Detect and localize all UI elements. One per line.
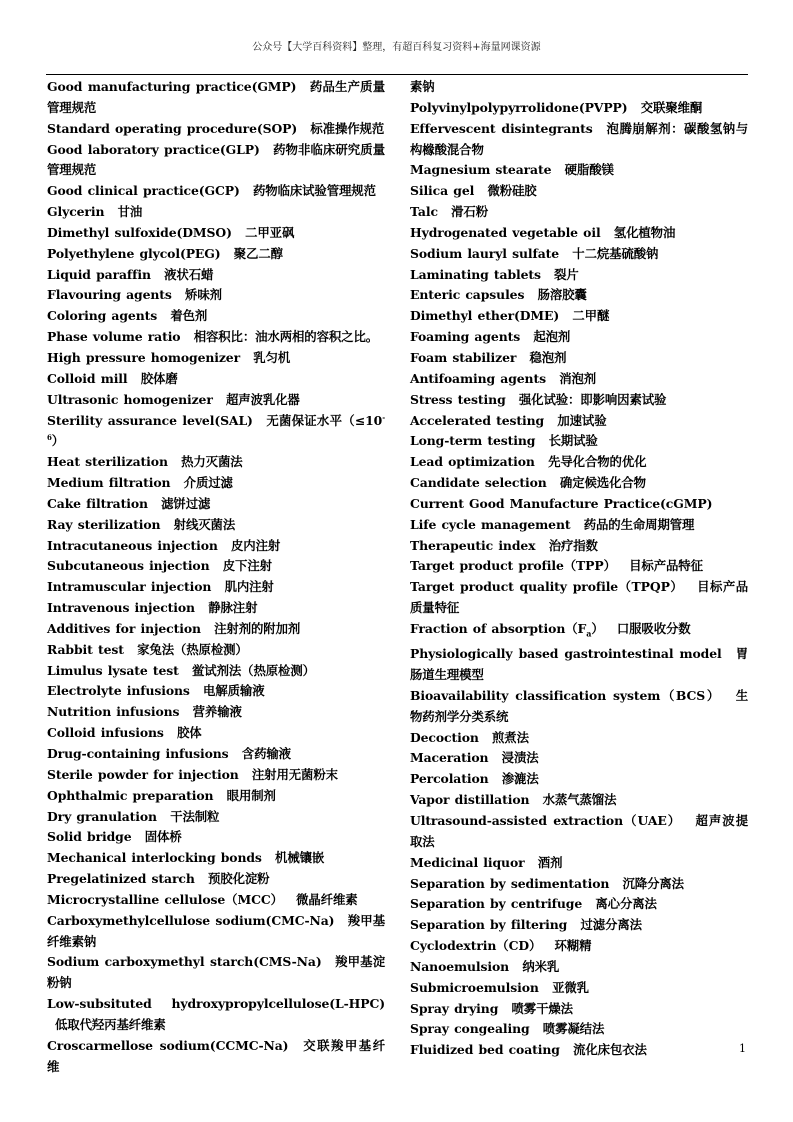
term-chinese: 甘油 [117,204,143,220]
glossary-entry [47,556,385,577]
term-chinese: 水蒸气蒸馏法 [542,792,617,808]
glossary-entry [410,265,748,286]
term-chinese: 氢化植物油 [613,224,676,240]
term-chinese: 稳泡剂 [529,349,567,365]
glossary-entry [47,577,385,598]
term-chinese: 胶体磨 [140,370,178,386]
glossary-entry [47,640,385,661]
term-english: Sterility assurance level(SAL) [47,412,253,428]
term-chinese: 交联聚维酮 [640,99,703,115]
term-chinese: 泡腾崩解剂：碳酸氢钠与构橼酸混合物 [410,120,749,157]
glossary-entry [47,661,385,682]
term-english: High pressure homogenizer [47,349,241,365]
term-english: Laminating tablets [410,266,541,282]
glossary-entry [410,915,748,936]
glossary-entry [47,285,385,306]
term-chinese: 交联羧甲基纤维 [47,1037,385,1074]
term-chinese: 浸渍法 [501,750,539,766]
term-chinese: 鲎试剂法（热原检测） [192,662,315,678]
glossary-entry [410,160,748,181]
term-english: Enteric capsules [410,287,525,303]
term-english: Target product profile（TPP） [410,558,616,574]
term-chinese: 羧甲基纤维素钠 [47,912,385,949]
term-chinese: 二甲亚砜 [245,224,295,240]
term-english: Drug-containing infusions [47,746,229,761]
term-english: Life cycle management [410,516,571,532]
glossary-entry [410,769,748,790]
term-chinese: 干法制粒 [170,808,220,824]
glossary-entry [47,77,385,119]
term-english: Medium filtration [47,475,171,491]
glossary-entry [410,536,748,557]
term-chinese: 肌内注射 [224,579,274,595]
term-chinese: 羧甲基淀粉钠 [47,954,385,991]
glossary-entry [410,306,748,327]
term-chinese: 着色剂 [170,308,208,324]
term-chinese: 聚乙二醇 [233,245,283,261]
glossary-entry [47,306,385,327]
term-english: Colloid infusions [47,725,164,741]
term-chinese: 家兔法（热原检测） [137,641,248,657]
term-english: Croscarmellose sodium(CCMC-Na) [47,1037,289,1053]
glossary-entry [47,911,385,953]
glossary-entry [47,327,385,348]
term-chinese: 起泡剂 [533,329,571,345]
glossary-entry [47,681,385,702]
term-chinese: 离心分离法 [595,896,657,912]
glossary-entry [47,765,385,786]
glossary-entry [410,327,748,348]
term-chinese: 滑石粉 [451,204,489,220]
term-english: Polyvinylpolypyrrolidone(PVPP) [410,99,628,115]
glossary-entry [410,223,748,244]
glossary-entry [47,869,385,890]
glossary-entry [410,515,748,536]
glossary-entry [410,1040,748,1061]
term-english: Dimethyl sulfoxide(DMSO) [47,224,232,240]
term-english: Sodium carboxymethyl starch(CMS-Na) [47,954,322,970]
glossary-entry [47,994,385,1036]
glossary-entry [47,744,385,765]
glossary-entry [410,1019,748,1040]
glossary-entry [47,786,385,807]
term-english: Spray drying [410,1000,499,1016]
term-chinese: 皮下注射 [222,558,272,574]
term-english: Low-subsituted hydroxypropylcellulose(L-HPC) [47,996,385,1012]
term-english: Lead optimization [410,454,535,470]
term-chinese: 先导化合物的优化 [548,454,647,470]
glossary-entry [410,957,748,978]
term-english: Good manufacturing practice(GMP) [47,79,297,94]
glossary-entry [410,619,748,644]
term-chinese: 无菌保证水平（≤10 [266,412,383,428]
glossary-entry [410,728,748,749]
glossary-entry [47,890,385,911]
glossary-entry [410,811,748,853]
term-english: Target product quality profile（TPQP） [410,579,684,595]
glossary-entry [47,515,385,536]
term-chinese: 亚微乳 [552,979,589,995]
glossary-entry [47,1036,385,1078]
glossary-entry [410,978,748,999]
term-english: Separation by sedimentation [410,875,610,891]
term-english: Ultrasound-assisted extraction（UAE） [410,813,682,828]
term-chinese: 药物临床试验管理规范 [252,183,376,199]
term-english: Colloid mill [47,370,128,386]
glossary-entry [410,202,748,223]
term-english: Coloring agents [47,308,158,324]
term-chinese: 乳匀机 [253,349,291,365]
term-chinese: 电解质输液 [203,683,265,699]
glossary-entry [47,619,385,640]
term-english: Sodium lauryl sulfate [410,245,560,261]
term-english: Subcutaneous injection [47,558,210,574]
glossary-entry [410,790,748,811]
term-chinese: 过滤分离法 [580,917,642,933]
term-chinese: 肠溶胶囊 [537,287,587,303]
glossary-entry [410,494,748,515]
term-english: Flavouring agents [47,287,172,303]
term-english: Silica gel [410,183,475,199]
term-chinese: 药物非临床研究质量管理规范 [47,141,385,178]
term-english: Current Good Manufacture Practice(cGMP) [410,495,713,511]
term-english: Therapeutic index [410,537,536,553]
term-chinese: 皮内注射 [231,537,281,553]
term-english: Electrolyte infusions [47,683,190,699]
term-english: Nutrition infusions [47,704,180,720]
glossary-entry [410,999,748,1020]
glossary-entry [47,244,385,265]
glossary-entry [47,702,385,723]
term-chinese: 二甲醚 [572,308,610,324]
term-english: Separation by filtering [410,917,568,933]
term-english: Intramuscular injection [47,579,212,595]
term-english: Polyethylene glycol(PEG) [47,245,221,261]
term-chinese: 营养输液 [192,704,242,720]
term-english: Fluidized bed coating [410,1042,560,1058]
term-chinese: 滤饼过滤 [161,495,211,511]
page-number: 1 [739,1042,746,1055]
term-english: Phase volume ratio [47,329,181,345]
glossary-entry [410,473,748,494]
term-chinese-tail: ） [51,433,65,449]
glossary-entry [410,348,748,369]
glossary-entry [410,390,748,411]
glossary-entry [47,119,385,140]
term-chinese: 确定候选化合物 [559,475,646,491]
term-english: Cake filtration [47,495,148,511]
term-chinese: 生物药剂学分类系统 [410,687,748,724]
glossary-entry [410,894,748,915]
term-english: Maceration [410,750,489,766]
glossary-entry [47,536,385,557]
term-english: Standard operating procedure(SOP) [47,120,298,136]
term-english: Intravenous injection [47,600,195,616]
glossary-entry [410,644,748,686]
term-chinese: 口服吸收分数 [616,620,691,636]
term-english: Physiologically based gastrointestinal model [410,646,722,662]
glossary-entry [47,202,385,223]
term-english: Dimethyl ether(DME) [410,308,560,324]
term-english: Heat sterilization [47,454,168,470]
term-english: Ophthalmic preparation [47,787,214,803]
term-english: Dry granulation [47,808,157,824]
glossary-entry [410,411,748,432]
term-english: Accelerated testing [410,412,545,428]
glossary-entry [410,369,748,390]
term-chinese: 药品的生命周期管理 [583,516,695,532]
glossary-entry [47,390,385,411]
term-english: Effervescent disintegrants [410,120,593,136]
term-english: Ray sterilization [47,516,161,532]
term-chinese: 裂片 [554,266,579,282]
term-chinese: 预胶化淀粉 [207,871,270,887]
term-english: Liquid paraffin [47,266,151,282]
term-chinese: 胶体 [177,725,202,741]
term-english: Vapor distillation [410,792,530,808]
term-chinese: 相容积比：油水两相的容积之比。 [193,329,379,345]
term-english: Talc [410,204,438,220]
glossary-entry [410,686,748,728]
glossary-entry [47,181,385,202]
term-english: Solid bridge [47,829,132,845]
term-chinese: 注射用无菌粉末 [251,766,338,782]
term-chinese: 低取代羟丙基纤维素 [55,1016,166,1032]
term-english: Percolation [410,771,489,787]
term-chinese: 微晶纤维素 [296,891,358,907]
term-chinese: 目标产品特征 [629,558,703,574]
glossary-entry [410,285,748,306]
glossary-entry [47,598,385,619]
glossary-entry [47,723,385,744]
term-english: Medicinal liquor [410,854,525,870]
term-chinese: 注射剂的附加剂 [214,620,301,636]
term-english: Nanoemulsion [410,958,510,974]
term-english: Foam stabilizer [410,349,517,365]
glossary-entry [410,119,748,161]
term-chinese: 环糊精 [554,938,592,954]
glossary-entry [47,223,385,244]
glossary-entry [47,369,385,390]
term-english: Glycerin [47,204,105,220]
term-chinese: 沉降分离法 [622,875,684,891]
term-chinese: 药品生产质量管理规范 [47,79,385,115]
term-english: Decoction [410,729,479,745]
term-chinese: 素钠 [410,79,435,94]
term-chinese: 治疗指数 [548,537,598,553]
term-english: Carboxymethylcellulose sodium(CMC-Na) [47,912,335,928]
term-chinese: 长期试验 [548,433,598,449]
glossary-entry [410,181,748,202]
term-chinese: 标准操作规范 [310,120,385,136]
term-english: Mechanical interlocking bonds [47,850,262,866]
term-chinese: 静脉注射 [208,600,258,616]
term-superscript: -6 [47,412,385,443]
term-english: Spray congealing [410,1021,530,1037]
glossary-entry [47,411,385,453]
term-english: Good laboratory practice(GLP) [47,141,260,157]
glossary-entry [410,748,748,769]
glossary-entry [410,556,748,577]
glossary-entry [410,244,748,265]
term-chinese: 喷雾凝结法 [542,1021,605,1037]
term-english: Sterile powder for injection [47,766,239,782]
term-english: Good clinical practice(GCP) [47,183,240,199]
term-english: Cyclodextrin（CD） [410,938,542,954]
term-english: Microcrystalline cellulose（MCC） [47,891,283,907]
term-chinese: 十二烷基硫酸钠 [572,245,659,261]
term-chinese: 消泡剂 [559,370,597,386]
glossary-entry [47,348,385,369]
glossary-entry [47,140,385,182]
glossary-entry [47,473,385,494]
glossary-entry [47,848,385,869]
glossary-entry [410,431,748,452]
glossary-entry [47,452,385,473]
term-chinese: 目标产品质量特征 [410,579,749,616]
term-chinese: 含药输液 [241,746,291,761]
term-english: Ultrasonic homogenizer [47,391,213,407]
term-chinese: 渗漉法 [501,771,539,787]
term-chinese: 硬脂酸镁 [564,162,614,178]
term-subscript: a [586,628,592,639]
term-english: Hydrogenated vegetable oil [410,224,601,240]
term-chinese: 微粉硅胶 [487,183,537,199]
glossary-entry [47,265,385,286]
term-chinese: 热力灭菌法 [181,454,243,470]
term-chinese: 超声波乳化器 [225,391,300,407]
glossary-entry [410,853,748,874]
term-english: Fraction of absorption（F [410,620,587,636]
term-english: Foaming agents [410,329,521,345]
term-chinese: 超声波提取法 [410,813,748,849]
term-chinese: 介质过滤 [183,475,233,491]
term-chinese: 胃肠道生理模型 [410,646,748,683]
term-english: Magnesium stearate [410,162,552,178]
term-english: Rabbit test [47,641,124,657]
glossary-entry [410,452,748,473]
glossary-entry [410,936,748,957]
term-english: Additives for injection [47,620,201,636]
term-english: Antifoaming agents [410,370,546,386]
term-english: Pregelatinized starch [47,871,195,887]
term-chinese: 喷雾干燥法 [511,1000,573,1016]
term-english: Submicroemulsion [410,979,539,995]
term-chinese: 纳米乳 [522,958,560,974]
glossary-entry [47,827,385,848]
term-chinese: 矫味剂 [185,287,222,303]
term-chinese: 酒剂 [537,854,563,870]
header-rule [46,74,748,75]
glossary-entry [410,577,748,619]
term-english: Stress testing [410,391,506,407]
glossary-entry [410,874,748,895]
term-english: Intracutaneous injection [47,537,218,553]
term-english: Bioavailability classification system（BCS） [410,687,721,703]
right-column [410,77,748,1061]
term-english: Long-term testing [410,433,536,449]
left-column [47,77,385,1078]
glossary-entry [47,494,385,515]
term-chinese: 强化试验：即影响因素试验 [518,391,667,407]
glossary-entry [410,98,748,119]
term-chinese: 射线灭菌法 [173,516,236,532]
term-chinese: 流化床包衣法 [573,1042,647,1058]
term-chinese: 加速试验 [557,412,607,428]
term-english-tail: ） [591,620,604,636]
term-english: Candidate selection [410,475,547,491]
glossary-entry [410,77,748,98]
term-chinese: 煎煮法 [492,729,529,745]
term-chinese: 液状石蜡 [164,266,214,282]
term-chinese: 机械镶嵌 [275,850,325,866]
term-chinese: 固体桥 [144,829,182,845]
term-chinese: 眼用制剂 [226,787,276,803]
glossary-entry [47,952,385,994]
page-header: 公众号【大学百科资料】整理，有超百科复习资料+海量网课资源 [252,42,541,53]
term-english: Separation by centrifuge [410,896,583,912]
term-english: Limulus lysate test [47,662,179,678]
glossary-entry [47,807,385,828]
